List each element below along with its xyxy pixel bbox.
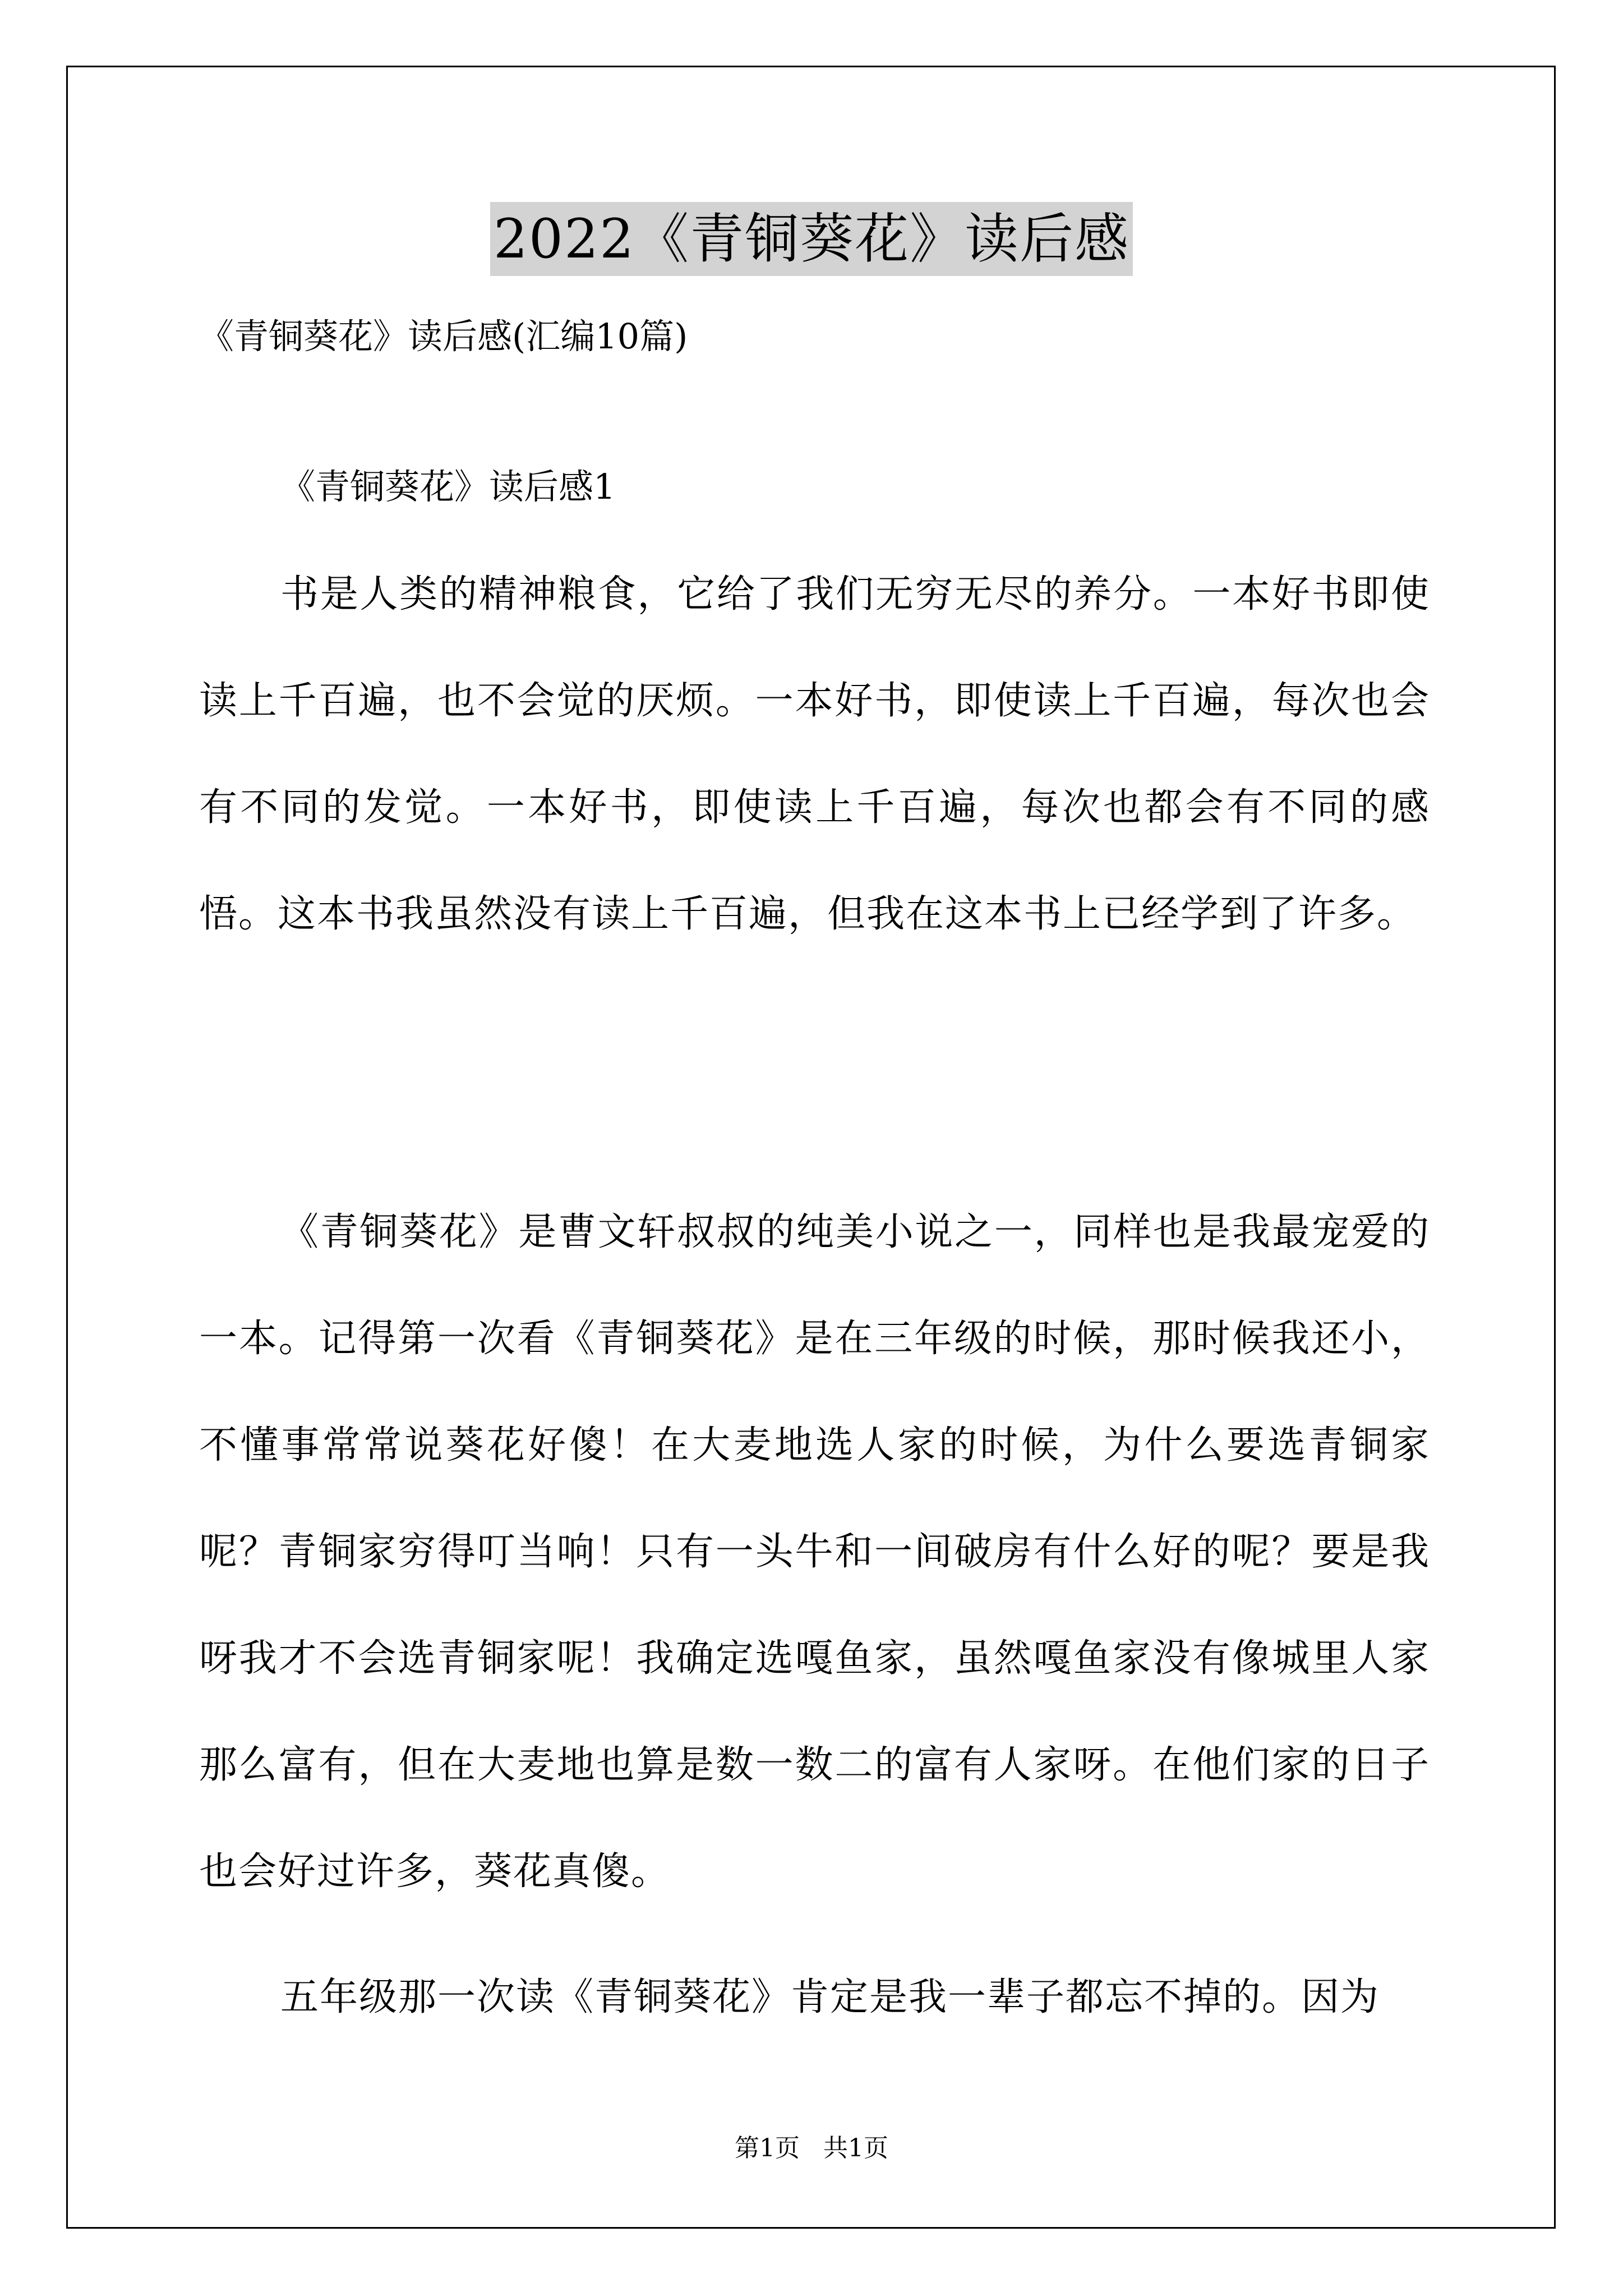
body-paragraph: 书是人类的精神粮食，它给了我们无穷无尽的养分。一本好书即使读上千百遍，也不会觉的厌烦。一本好书，即使读上千百遍，每次也会有不同的发觉。一本好书，即使读上千百遍，每次也都会有不同的感悟。这本书我虽然没有读上千百遍，但我在这本书上已经学到了许多。 bbox=[199, 572, 1430, 936]
body-paragraph: 五年级那一次读《青铜葵花》肯定是我一辈子都忘不掉的。因为 bbox=[280, 1975, 1380, 2019]
body-paragraph: 《青铜葵花》是曹文轩叔叔的纯美小说之一，同样也是我最宠爱的一本。记得第一次看《青铜葵花》是在三年级的时候，那时候我还小，不懂事常常说葵花好傻！在大麦地选人家的时候，为什么要选青铜家呢？青铜家穷得叮当响！只有一头牛和一间破房有什么好的呢？要是我呀我才不会选青铜家呢！我确定选嘎鱼家，虽然嘎鱼家没有像城里人家那么富有，但在大麦地也算是数一数二的富有人家呀。在他们家的日子也会好过许多，葵花真傻。 bbox=[199, 1210, 1430, 1894]
document-title: 2022《青铜葵花》读后感 bbox=[490, 202, 1133, 276]
page-footer: 第1页 共1页 bbox=[735, 2134, 888, 2162]
title-container bbox=[0, 202, 1623, 276]
section-heading: 《青铜葵花》读后感1 bbox=[280, 466, 616, 507]
document-subtitle: 《青铜葵花》读后感(汇编10篇) bbox=[199, 316, 688, 357]
